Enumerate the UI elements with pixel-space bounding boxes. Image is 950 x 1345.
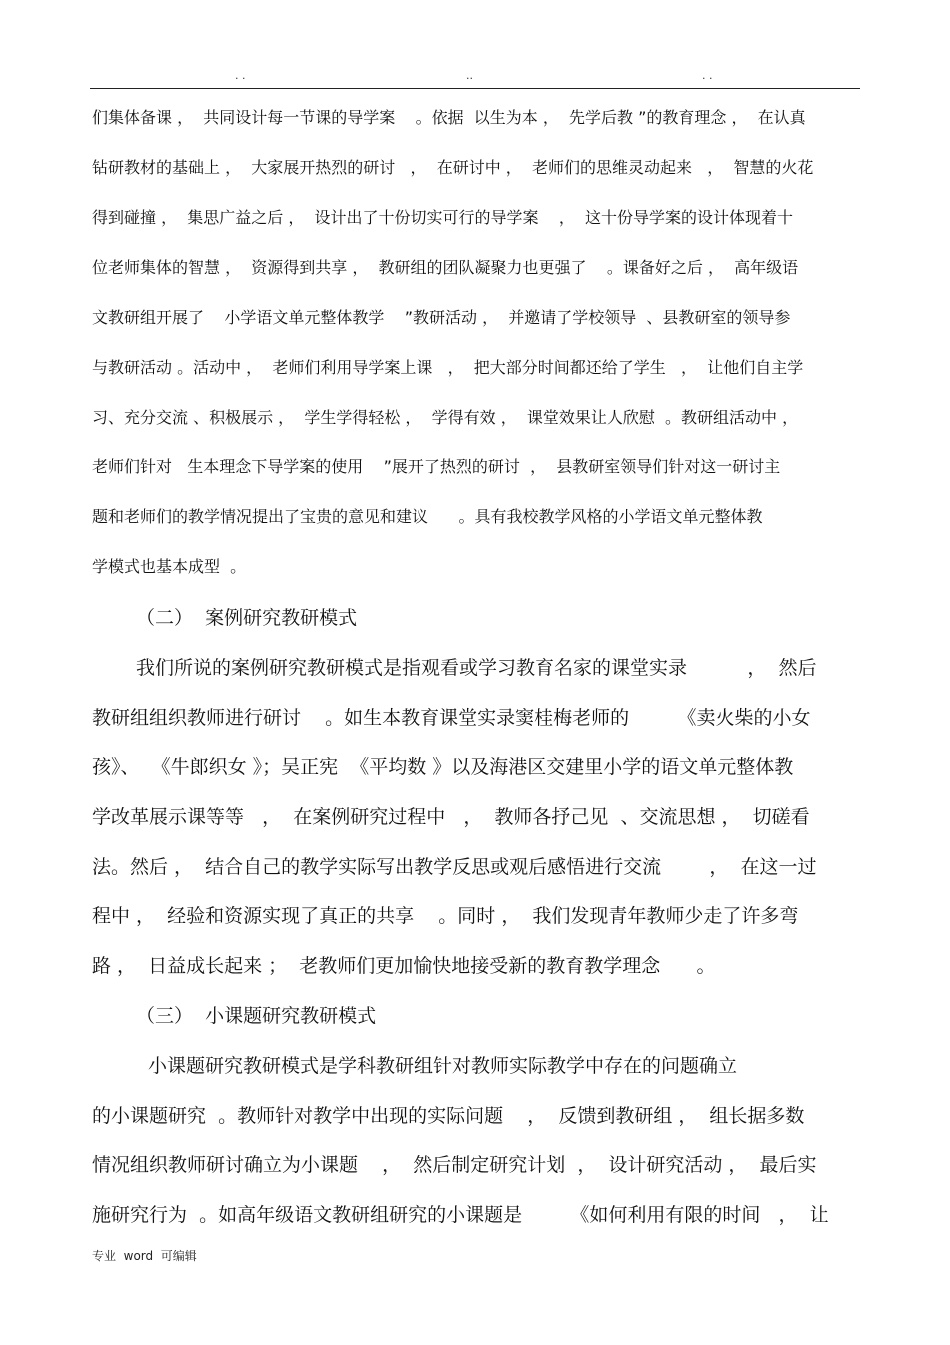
text-line: 教研组组织教师进行研讨 。如生本教育课堂实录窦桂梅老师的 《卖火柴的小女 <box>92 707 811 729</box>
text-line: 施研究行为 。如高年级语文教研组研究的小课题是 《如何利用有限的时间 ， 让 <box>92 1204 829 1226</box>
header-mark-center: .. <box>466 69 473 82</box>
text-line: 孩》、 《牛郎织女 》；吴正宪 《平均数 》以及海港区交建里小学的语文单元整体教 <box>92 756 794 778</box>
page-footer: 专业 word 可编辑 <box>92 1249 197 1263</box>
text-line: 们集体备课 ， 共同设计每一节课的导学案 。依据 以生为本 ， 先学后教 ”的教育理念 ， 在认真 <box>92 108 806 127</box>
text-line: 与教研活动 。活动中 ， 老师们利用导学案上课 ， 把大部分时间都还给了学生 ， 让他们自主学 <box>92 358 804 377</box>
header-rule <box>90 88 860 89</box>
text-line: 路 ， 日益成长起来 ； 老教师们更加愉快地接受新的教育教学理念 。 <box>92 955 716 977</box>
text-line: 程中 ， 经验和资源实现了真正的共享 。同时 ， 我们发现青年教师少走了许多弯 <box>92 905 799 927</box>
header-mark-left: . . <box>235 69 246 82</box>
text-line: 老师们针对 生本理念下导学案的使用 ”展开了热烈的研讨 ， 县教研室领导们针对这一研讨主 <box>92 457 781 476</box>
section-heading: （三） 小课题研究教研模式 <box>136 1005 377 1027</box>
section-heading: （二） 案例研究教研模式 <box>136 607 358 629</box>
text-line: 学改革展示课等等 ， 在案例研究过程中 ， 教师各抒己见 、交流思想 ， 切磋看 <box>92 806 810 828</box>
text-line: 我们所说的案例研究教研模式是指观看或学习教育名家的课堂实录 ， 然后 <box>136 657 817 679</box>
text-line: 小课题研究教研模式是学科教研组针对教师实际教学中存在的问题确立 <box>148 1055 738 1077</box>
header-mark-right: . . <box>702 69 713 82</box>
text-line: 习、充分交流 、积极展示 ， 学生学得轻松 ， 学得有效 ， 课堂效果让人欣慰 。教研组活动中 ， <box>92 408 799 427</box>
text-line: 法。然后 ， 结合自己的教学实际写出教学反思或观后感悟进行交流 ， 在这一过 <box>92 856 817 878</box>
text-line: 得到碰撞 ， 集思广益之后 ， 设计出了十份切实可行的导学案 ， 这十份导学案的设计体现着十 <box>92 208 794 227</box>
text-line: 位老师集体的智慧 ， 资源得到共享 ， 教研组的团队凝聚力也更强了 。课备好之后 ， 高年级语 <box>92 258 799 277</box>
text-line: 文教研组开展了 小学语文单元整体教学 ”教研活动 ， 并邀请了学校领导 、县教研室的领导参 <box>92 308 791 327</box>
text-line: 题和老师们的教学情况提出了宝贵的意见和建议 。具有我校教学风格的小学语文单元整体教 <box>92 507 763 526</box>
text-line: 情况组织教师研讨确立为小课题 ， 然后制定研究计划 ， 设计研究活动 ， 最后实 <box>92 1154 817 1176</box>
text-line: 的小课题研究 。教师针对教学中出现的实际问题 ， 反馈到教研组 ， 组长据多数 <box>92 1105 805 1127</box>
text-line: 钻研教材的基础上 ， 大家展开热烈的研讨 ， 在研讨中 ， 老师们的思维灵动起来 ， 智慧的火花 <box>92 158 814 177</box>
text-line: 学模式也基本成型 。 <box>92 557 247 576</box>
